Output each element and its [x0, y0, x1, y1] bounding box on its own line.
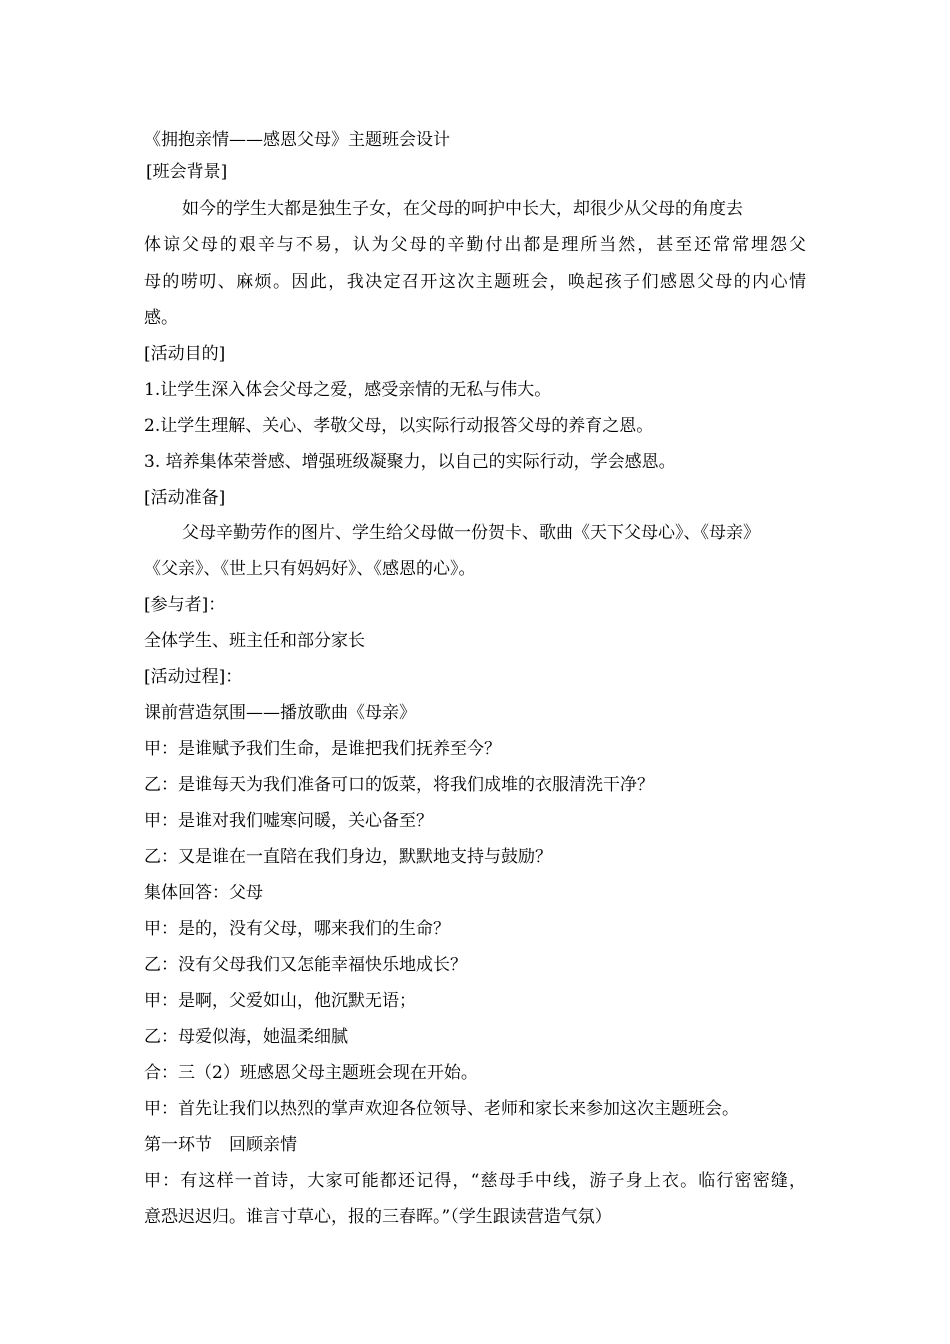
process-line: 乙：又是谁在一直陪在我们身边，默默地支持与鼓励？ [144, 847, 552, 867]
background-paragraph-line: 感。 [144, 308, 178, 328]
goal-item: 1.让学生深入体会父母之爱，感受亲情的无私与伟大。 [144, 380, 552, 400]
section-heading-process: [活动过程]： [144, 667, 243, 687]
document-title: 《拥抱亲情——感恩父母》主题班会设计 [144, 130, 450, 150]
background-paragraph-line: 母的唠叨、麻烦。因此，我决定召开这次主题班会，唤起孩子们感恩父母的内心情 [144, 272, 806, 292]
background-paragraph-line: 体谅父母的艰辛与不易，认为父母的辛勤付出都是理所当然，甚至还常常埋怨父 [144, 235, 806, 255]
process-line: 乙：没有父母我们又怎能幸福快乐地成长？ [144, 955, 467, 975]
process-line: 乙：是谁每天为我们准备可口的饭菜，将我们成堆的衣服清洗干净？ [144, 775, 654, 795]
goal-item: 2.让学生理解、关心、孝敬父母，以实际行动报答父母的养育之恩。 [144, 416, 654, 436]
process-line: 甲：是谁赋予我们生命，是谁把我们抚养至今？ [144, 739, 501, 759]
section-heading-preparation: [活动准备] [144, 488, 226, 508]
poem-paragraph-line: 甲：有这样一首诗，大家可能都还记得，“慈母手中线，游子身上衣。临行密密缝， [144, 1171, 806, 1191]
background-paragraph-line: 如今的学生大都是独生子女，在父母的呵护中长大，却很少从父母的角度去 [182, 199, 743, 219]
process-line: 乙：母爱似海，她温柔细腻 [144, 1027, 348, 1047]
goal-item: 3. 培养集体荣誉感、增强班级凝聚力，以自己的实际行动，学会感恩。 [144, 452, 676, 472]
process-line: 第一环节 回顾亲情 [144, 1135, 297, 1155]
section-heading-participants: [参与者]： [144, 595, 226, 615]
process-line: 集体回答：父母 [144, 883, 263, 903]
section-heading-goals: [活动目的] [144, 344, 226, 364]
process-line: 合：三（2）班感恩父母主题班会现在开始。 [144, 1063, 478, 1083]
process-line: 课前营造氛围——播放歌曲《母亲》 [144, 703, 416, 723]
process-line: 甲：是的，没有父母，哪来我们的生命？ [144, 919, 450, 939]
preparation-paragraph-line: 《父亲》、《世上只有妈妈好》、《感恩的心》。 [144, 559, 476, 579]
process-line: 甲：首先让我们以热烈的掌声欢迎各位领导、老师和家长来参加这次主题班会。 [144, 1099, 739, 1119]
process-line: 甲：是啊，父爱如山，他沉默无语； [144, 991, 416, 1011]
preparation-paragraph-line: 父母辛勤劳作的图片、学生给父母做一份贺卡、歌曲《天下父母心》、《母亲》 [182, 523, 760, 543]
section-heading-background: [班会背景] [146, 162, 228, 182]
participants-text: 全体学生、班主任和部分家长 [144, 631, 365, 651]
process-line: 甲：是谁对我们嘘寒问暖，关心备至？ [144, 811, 433, 831]
poem-paragraph-line: 意恐迟迟归。谁言寸草心，报的三春晖。”（学生跟读营造气氛） [144, 1207, 612, 1227]
